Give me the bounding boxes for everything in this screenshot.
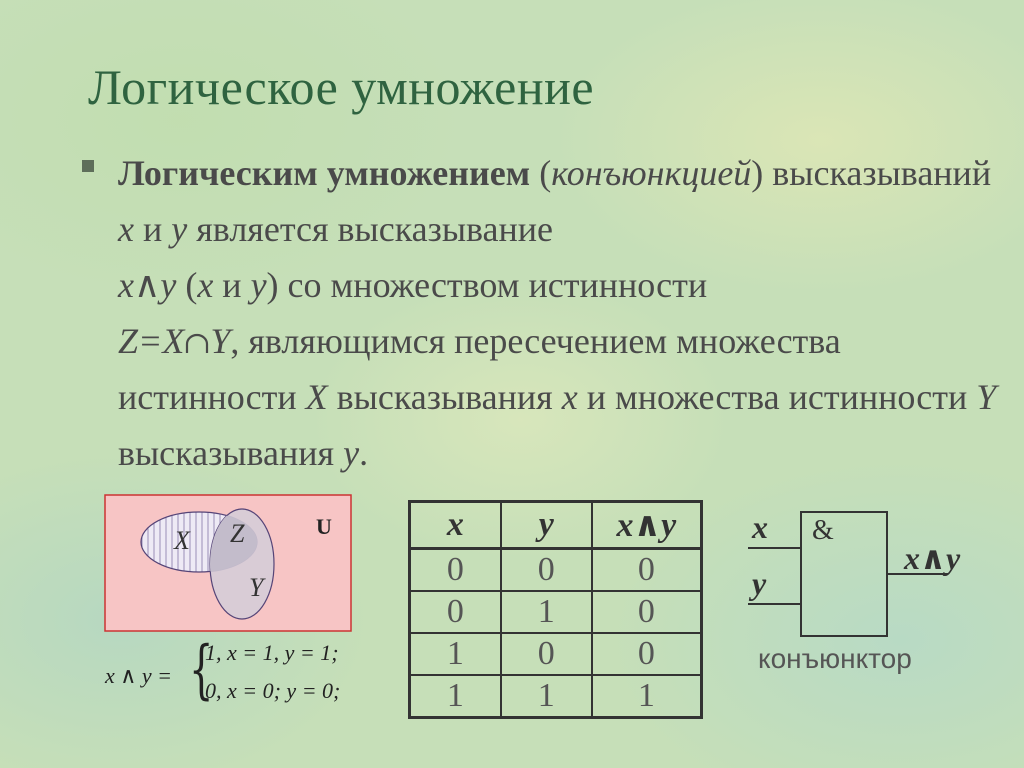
cell: 1	[410, 675, 501, 718]
table-row	[410, 633, 702, 675]
formula-lhs: x ∧ y =	[105, 663, 172, 688]
header-y: y	[501, 502, 592, 549]
gate-caption: конъюнктор	[758, 643, 912, 674]
label-u: U	[316, 514, 332, 539]
text-run: со множеством истинности	[278, 265, 708, 305]
input-x-wire	[748, 547, 800, 549]
conjunctor-gate	[748, 505, 978, 695]
var-x: x	[118, 209, 134, 249]
and-symbol: &	[812, 515, 834, 546]
text-run: , являющимся пересечением множества истинности	[118, 321, 841, 417]
input-y-wire	[748, 603, 800, 605]
set-y: Y	[976, 377, 997, 417]
text-run: )	[266, 265, 279, 305]
cell: 0	[501, 549, 592, 592]
venn-diagram	[104, 494, 352, 634]
gate-output: x∧y	[904, 540, 961, 576]
text-run: и	[213, 265, 251, 305]
var-x: x	[561, 377, 578, 417]
var-x: x	[197, 265, 214, 305]
text-run: (	[176, 265, 198, 305]
header-x: x	[410, 502, 501, 549]
table-header-row	[410, 502, 702, 549]
truth-table	[408, 500, 703, 719]
var-y: y	[343, 433, 360, 473]
text-run: и	[133, 209, 172, 249]
text-run: высказывания	[327, 377, 562, 417]
conjunction-expr: x∧y	[118, 265, 177, 305]
set-x: X	[305, 377, 328, 417]
term-bold: Логическим умножением	[118, 153, 531, 193]
label-x: X	[174, 526, 190, 555]
text-run: высказывания	[118, 433, 344, 473]
slide-title: Логическое умножение	[88, 59, 595, 115]
definition-paragraph	[118, 145, 998, 481]
cell: 1	[410, 633, 501, 675]
text-run: является высказывание	[187, 209, 554, 249]
table-row	[410, 549, 702, 592]
var-y: y	[171, 209, 188, 249]
cell: 0	[592, 549, 702, 592]
cell: 0	[410, 549, 501, 592]
cell: 1	[501, 591, 592, 633]
var-y: y	[250, 265, 267, 305]
table-row	[410, 591, 702, 633]
cell: 0	[592, 633, 702, 675]
label-z: Z	[230, 519, 245, 548]
text-run: и множества истинности	[577, 377, 977, 417]
text-run: .	[359, 433, 369, 473]
cell: 0	[410, 591, 501, 633]
cell: 0	[501, 633, 592, 675]
text-run: )	[751, 153, 764, 193]
set-z-expr: Z=X	[118, 321, 185, 361]
brace-icon: {	[189, 633, 214, 707]
intersection-icon	[184, 333, 210, 355]
text-run: (	[530, 153, 552, 193]
gate-input-x: x	[752, 509, 768, 545]
conjunction-formula	[105, 630, 405, 710]
set-y: Y	[210, 321, 231, 361]
label-y: Y	[249, 573, 264, 602]
formula-case-2: 0, x = 0; y = 0;	[205, 678, 341, 703]
header-xy: x∧y	[592, 502, 702, 549]
cell: 1	[501, 675, 592, 718]
formula-case-1: 1, x = 1, y = 1;	[205, 640, 339, 665]
text-run: высказываний	[763, 153, 992, 193]
cell: 0	[592, 591, 702, 633]
table-row	[410, 675, 702, 718]
square-bullet-icon	[82, 160, 94, 172]
cell: 1	[592, 675, 702, 718]
synonym-italic: конъюнкцией	[551, 153, 752, 193]
gate-input-y: y	[752, 565, 767, 601]
